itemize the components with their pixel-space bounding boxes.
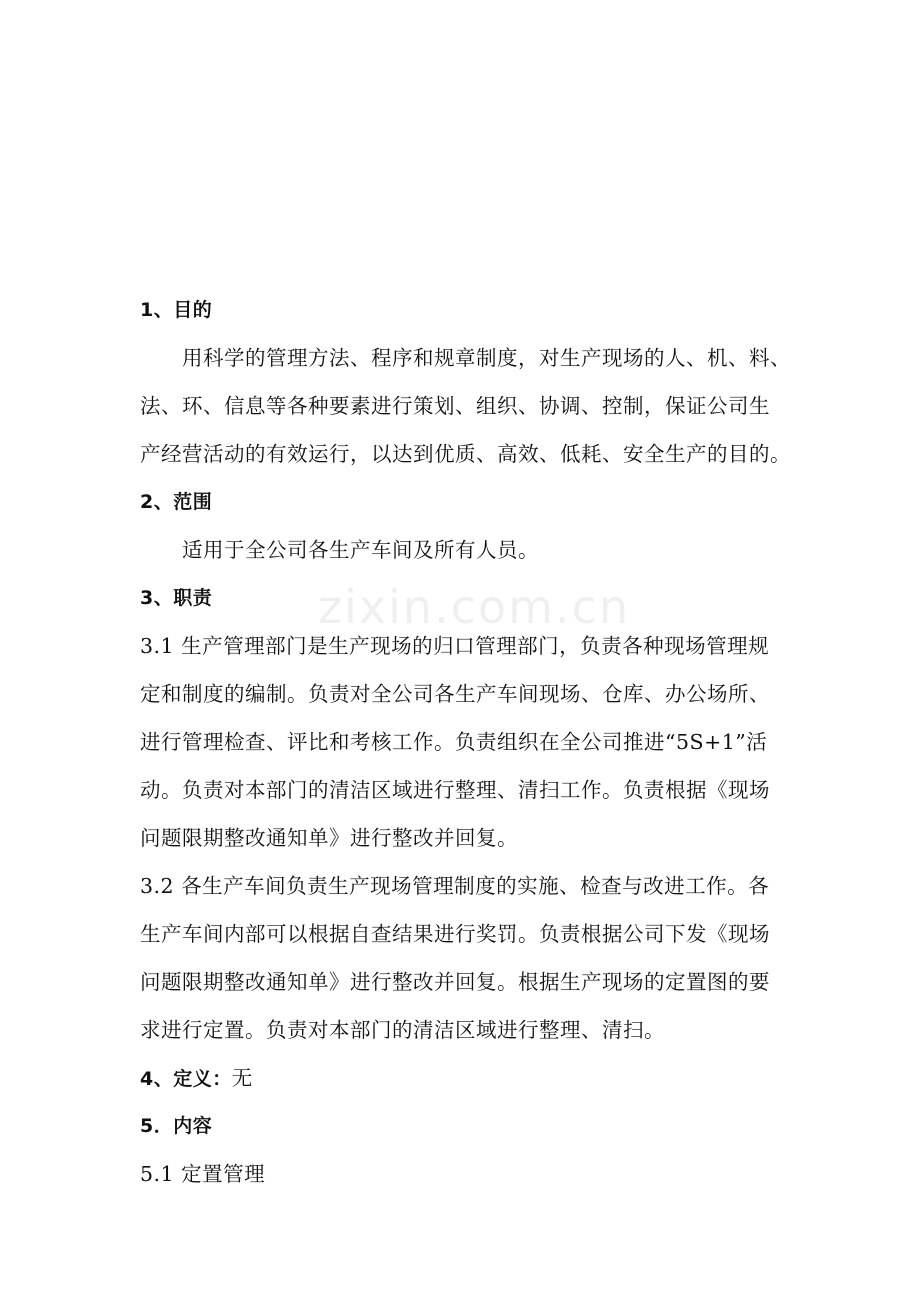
section-3-2-line-2: 生产车间内部可以根据自查结果进行奖罚。负责根据公司下发《现场 — [140, 922, 770, 946]
section-5-heading: 5．内容 — [140, 1115, 213, 1137]
section-3-1-line-2: 定和制度的编制。负责对全公司各生产车间现场、仓库、办公场所、 — [140, 682, 770, 706]
section-2-line-1: 适用于全公司各生产车间及所有人员。 — [182, 538, 539, 562]
document-body — [140, 286, 791, 1198]
section-3-1-line-5: 问题限期整改通知单》进行整改并回复。 — [140, 826, 518, 850]
section-1-line-3: 产经营活动的有效运行，以达到优质、高效、低耗、安全生产的目的。 — [140, 442, 791, 466]
section-3-2-line-1: 3.2 各生产车间负责生产现场管理制度的实施、检查与改进工作。各 — [140, 874, 770, 898]
section-1-heading: 1、目的 — [140, 299, 213, 321]
watermark: zixin.com.cn — [318, 580, 631, 634]
section-3-1-line-1: 3.1 生产管理部门是生产现场的归口管理部门，负责各种现场管理规 — [140, 634, 770, 658]
section-4-heading — [140, 1054, 782, 1102]
section-3-2-line-3: 问题限期整改通知单》进行整改并回复。根据生产现场的定置图的要 — [140, 970, 770, 994]
section-3-2-line-4: 求进行定置。负责对本部门的清洁区域进行整理、清扫。 — [140, 1018, 665, 1042]
section-1-line-1: 用科学的管理方法、程序和规章制度，对生产现场的人、机、料、 — [182, 346, 791, 370]
section-4-heading-label: 4、定义： — [140, 1068, 232, 1090]
section-4-value: 无 — [231, 1066, 253, 1090]
section-2-heading: 2、范围 — [140, 491, 213, 513]
section-3-1-line-4: 动。负责对本部门的清洁区域进行整理、清扫工作。负责根据《现场 — [140, 778, 770, 802]
section-1-line-2: 法、环、信息等各种要素进行策划、组织、协调、控制，保证公司生 — [140, 394, 770, 418]
section-3-heading: 3、职责 — [140, 587, 213, 609]
section-5-1-subheading: 5.1 定置管理 — [140, 1162, 266, 1186]
section-3-1-line-3: 进行管理检查、评比和考核工作。负责组织在全公司推进“5S+1”活 — [140, 730, 768, 754]
